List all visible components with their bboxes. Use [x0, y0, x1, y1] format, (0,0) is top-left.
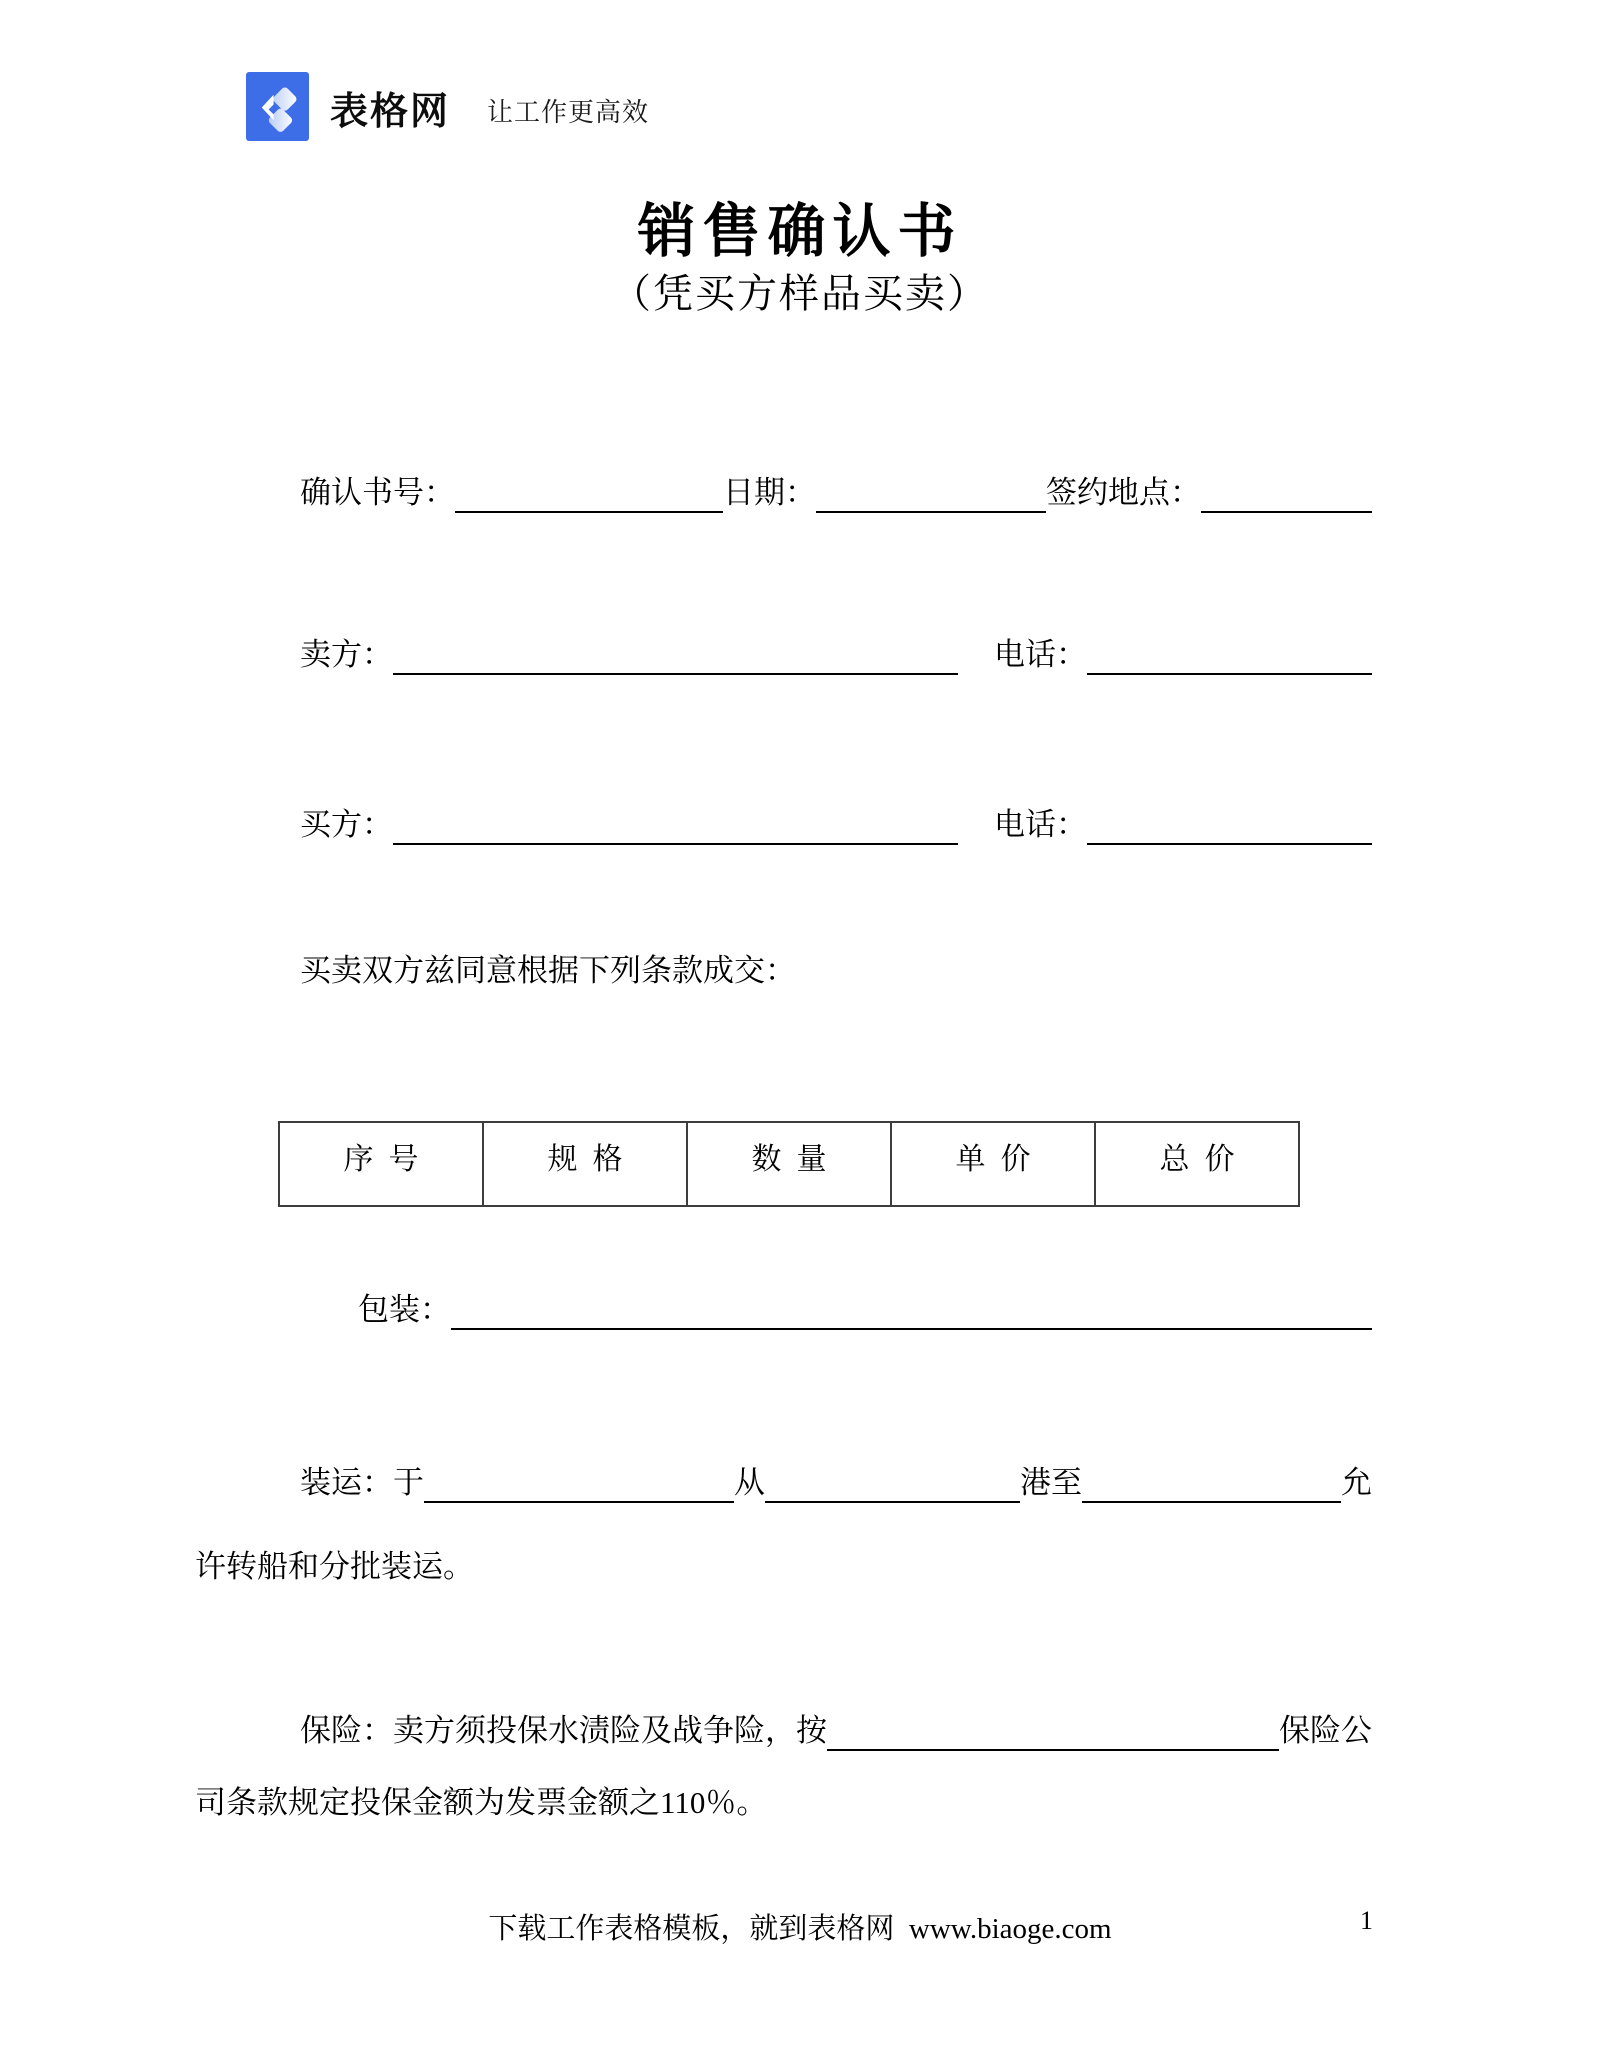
spec-table: [278, 1121, 1300, 1207]
brand-name: 表格网: [330, 91, 451, 133]
packing-label: 包装：: [358, 1292, 451, 1327]
page-number: 1: [1360, 1906, 1373, 1935]
date-label: 日期：: [723, 475, 816, 510]
shipment-from-field[interactable]: [765, 1465, 1020, 1503]
insurance-company-field[interactable]: [827, 1713, 1279, 1751]
insurance-suffix-label: 保险公: [1279, 1713, 1372, 1748]
buyer-row: [300, 806, 1372, 845]
confirmation-no-label: 确认书号：: [300, 475, 455, 510]
seller-row: [300, 636, 1372, 675]
agreement-line: 买卖双方兹同意根据下列条款成交：: [300, 953, 796, 988]
buyer-label: 买方：: [300, 807, 393, 842]
shipment-from-label: 从: [734, 1465, 765, 1500]
brand-tagline: 让工作更高效: [487, 98, 650, 127]
packing-row: [358, 1291, 1372, 1330]
biaoge-logo-icon: [246, 72, 309, 141]
confirmation-row: [300, 474, 1372, 513]
shipment-to-field[interactable]: [1082, 1465, 1341, 1503]
seller-phone-label: 电话：: [994, 637, 1087, 672]
seller-label: 卖方：: [300, 637, 393, 672]
shipment-date-field[interactable]: [424, 1465, 734, 1503]
seller-phone-field[interactable]: [1087, 637, 1372, 675]
buyer-phone-field[interactable]: [1087, 807, 1372, 845]
sign-place-field[interactable]: [1201, 475, 1372, 513]
table-header-total-price: 总 价: [1094, 1123, 1298, 1205]
table-header-unit-price: 单 价: [890, 1123, 1094, 1205]
sign-place-label: 签约地点：: [1046, 475, 1201, 510]
insurance-row: [300, 1712, 1372, 1751]
shipment-row: [300, 1464, 1372, 1503]
shipment-port-to-label: 港至: [1020, 1465, 1082, 1500]
buyer-phone-label: 电话：: [994, 807, 1087, 842]
page-title: 销售确认书: [637, 199, 963, 264]
insurance-prefix-label: 保险：卖方须投保水渍险及战争险，按: [300, 1713, 827, 1748]
confirmation-no-field[interactable]: [455, 475, 723, 513]
table-header-seq: 序 号: [343, 1143, 419, 1176]
table-header-spec: 规 格: [482, 1123, 686, 1205]
footer-text: 下载工作表格模板，就到表格网 www.biaoge.com: [488, 1913, 1112, 1945]
buyer-field[interactable]: [393, 807, 958, 845]
seller-field[interactable]: [393, 637, 958, 675]
shipment-suffix-label: 允: [1341, 1465, 1372, 1500]
table-header-quantity: 数 量: [686, 1123, 890, 1205]
insurance-line2: 司条款规定投保金额为发票金额之110％。: [195, 1785, 768, 1820]
packing-field[interactable]: [451, 1292, 1372, 1330]
shipment-line2: 许转船和分批装运。: [195, 1549, 474, 1584]
date-field[interactable]: [816, 475, 1046, 513]
page-subtitle: （凭买方样品买卖）: [611, 271, 989, 316]
shipment-prefix-label: 装运：于: [300, 1465, 424, 1500]
